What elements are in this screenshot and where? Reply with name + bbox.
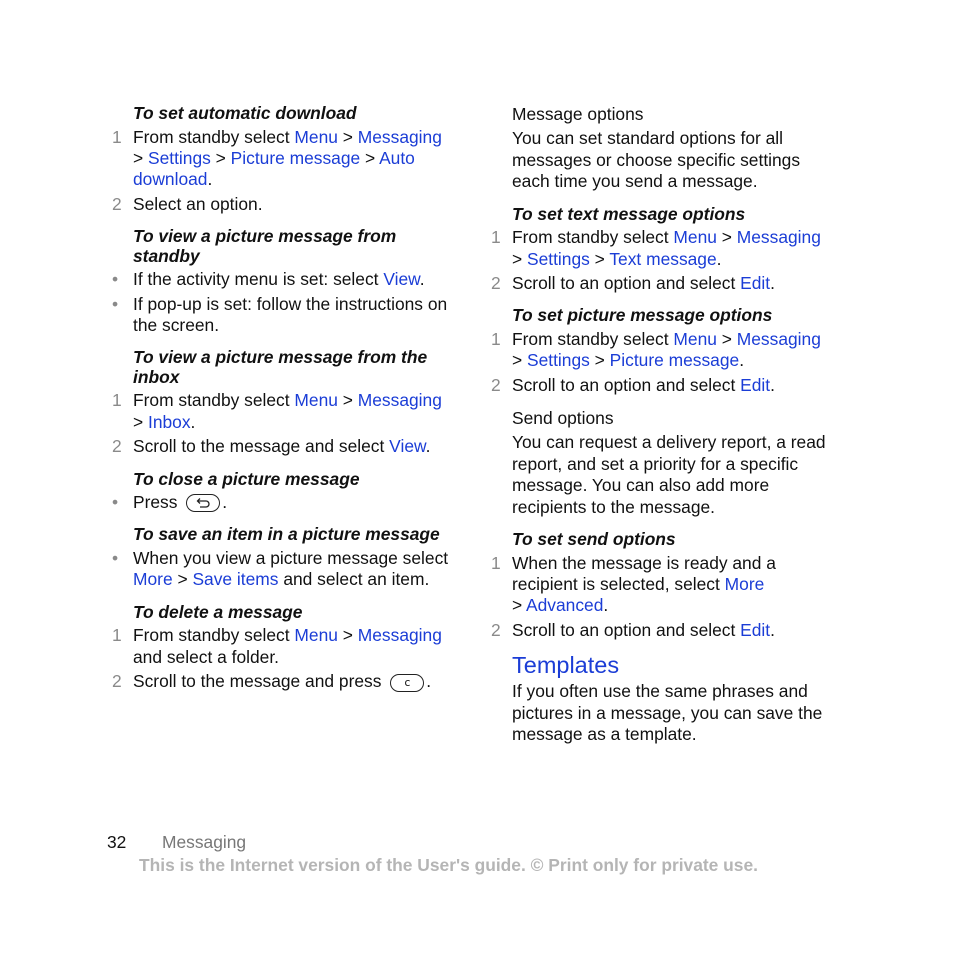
clear-key-icon: c bbox=[390, 674, 424, 692]
step-number: 1 bbox=[112, 126, 122, 147]
step-number: 2 bbox=[112, 436, 122, 457]
heading-view-inbox: To view a picture message from the inbox bbox=[133, 347, 428, 387]
paragraph-send-options: You can request a delivery report, a read report, and set a priority for a specific message. You can also add more recipients to the message. bbox=[512, 432, 826, 517]
heading-auto-download: To set automatic download bbox=[133, 103, 357, 123]
link-more[interactable]: More bbox=[133, 569, 173, 590]
link-menu[interactable]: Menu bbox=[673, 227, 717, 248]
link-messaging[interactable]: Messaging bbox=[357, 625, 442, 646]
bullet-item bbox=[112, 548, 462, 591]
link-menu[interactable]: Menu bbox=[673, 328, 717, 349]
step-number: 2 bbox=[491, 272, 501, 293]
step bbox=[112, 390, 462, 433]
step-text: Scroll to an option and select Edit. bbox=[512, 374, 775, 395]
step-number: 1 bbox=[491, 227, 501, 248]
step bbox=[491, 553, 841, 617]
link-messaging[interactable]: Messaging bbox=[736, 227, 821, 248]
bullet-item bbox=[112, 294, 462, 337]
link-picture-message[interactable]: Picture message bbox=[230, 147, 361, 168]
footer-section: Messaging bbox=[162, 832, 247, 852]
left-column bbox=[112, 104, 462, 696]
link-inbox[interactable]: Inbox bbox=[148, 411, 191, 432]
link-edit[interactable]: Edit bbox=[740, 374, 771, 395]
step-number: 2 bbox=[491, 374, 501, 395]
link-messaging[interactable]: Messaging bbox=[736, 328, 821, 349]
link-messaging[interactable]: Messaging bbox=[357, 126, 442, 147]
step bbox=[491, 375, 841, 396]
link-edit[interactable]: Edit bbox=[740, 272, 771, 293]
step-text: From standby select Menu > Messaging > Inbox. bbox=[133, 390, 442, 432]
step-number: 2 bbox=[112, 671, 122, 692]
heading-send-options: Send options bbox=[512, 408, 614, 429]
bullet-icon: • bbox=[112, 293, 119, 314]
heading-set-send-options: To set send options bbox=[512, 529, 676, 550]
bullet-text: If the activity menu is set: select View. bbox=[133, 269, 425, 290]
link-menu[interactable]: Menu bbox=[294, 126, 338, 147]
step bbox=[112, 625, 462, 668]
link-menu[interactable]: Menu bbox=[294, 625, 338, 646]
link-settings[interactable]: Settings bbox=[527, 350, 590, 371]
step-text: From standby select Menu > Messaging > Settings > Text message. bbox=[512, 227, 821, 269]
step bbox=[491, 273, 841, 294]
link-settings[interactable]: Settings bbox=[527, 248, 590, 269]
bullet-icon: • bbox=[112, 547, 119, 568]
step-number: 1 bbox=[112, 390, 122, 411]
bullet-item bbox=[112, 492, 462, 513]
step bbox=[491, 620, 841, 641]
step-text: Scroll to the message and press c . bbox=[133, 671, 432, 692]
link-messaging[interactable]: Messaging bbox=[357, 390, 442, 411]
page-number: 32 bbox=[107, 832, 127, 852]
link-menu[interactable]: Menu bbox=[294, 390, 338, 411]
link-auto-download[interactable]: Auto download bbox=[133, 147, 415, 190]
step bbox=[491, 227, 841, 270]
step bbox=[112, 671, 462, 692]
bullet-icon: • bbox=[112, 492, 119, 513]
bullet-item bbox=[112, 269, 462, 290]
step bbox=[112, 436, 462, 457]
link-text-message[interactable]: Text message bbox=[609, 248, 717, 269]
step-text: From standby select Menu > Messaging > Settings > Picture message > Auto download. bbox=[133, 126, 442, 190]
heading-save-item: To save an item in a picture message bbox=[133, 524, 440, 545]
step bbox=[112, 194, 462, 215]
step-number: 1 bbox=[491, 552, 501, 573]
right-column bbox=[491, 104, 841, 745]
step bbox=[112, 127, 462, 191]
step bbox=[491, 329, 841, 372]
link-settings[interactable]: Settings bbox=[148, 147, 211, 168]
link-save-items[interactable]: Save items bbox=[192, 569, 279, 590]
heading-templates: Templates bbox=[512, 652, 620, 679]
step-number: 1 bbox=[491, 328, 501, 349]
step-text: When the message is ready and a recipient is selected, select More > Advanced. bbox=[512, 552, 776, 616]
link-view[interactable]: View bbox=[389, 436, 426, 457]
link-edit[interactable]: Edit bbox=[740, 619, 771, 640]
bullet-icon: • bbox=[112, 269, 119, 290]
step-text: Scroll to an option and select Edit. bbox=[512, 619, 775, 640]
step-number: 2 bbox=[491, 619, 501, 640]
link-view[interactable]: View bbox=[383, 269, 420, 290]
bullet-text: Press . bbox=[133, 492, 228, 513]
bullet-text: When you view a picture message select More > Save items and select an item. bbox=[133, 547, 449, 590]
bullet-text: If pop-up is set: follow the instructions on the screen. bbox=[133, 293, 448, 335]
paragraph-templates: If you often use the same phrases and pictures in a message, you can save the message as a template. bbox=[512, 681, 823, 745]
link-picture-message[interactable]: Picture message bbox=[609, 350, 740, 371]
heading-text-options: To set text message options bbox=[512, 203, 746, 224]
heading-message-options: Message options bbox=[512, 104, 644, 124]
step-text: From standby select Menu > Messaging and select a folder. bbox=[133, 625, 442, 667]
heading-picture-options: To set picture message options bbox=[512, 305, 773, 326]
step-text: Scroll to the message and select View. bbox=[133, 436, 431, 457]
link-advanced[interactable]: Advanced bbox=[526, 595, 604, 616]
step-text: Scroll to an option and select Edit. bbox=[512, 272, 775, 293]
step-text: From standby select Menu > Messaging > Settings > Picture message. bbox=[512, 328, 821, 371]
footer-note: This is the Internet version of the User's guide. © Print only for private use. bbox=[139, 855, 758, 875]
step-number: 2 bbox=[112, 193, 122, 214]
step-number: 1 bbox=[112, 625, 122, 646]
heading-view-standby: To view a picture message from standby bbox=[133, 226, 397, 266]
heading-close-message: To close a picture message bbox=[133, 468, 360, 489]
back-key-icon bbox=[186, 494, 220, 512]
paragraph-message-options: You can set standard options for all messages or choose specific settings each time you send a message. bbox=[512, 128, 801, 192]
step-text: Select an option. bbox=[133, 193, 263, 214]
heading-delete-message: To delete a message bbox=[133, 601, 303, 622]
link-more[interactable]: More bbox=[724, 574, 765, 594]
